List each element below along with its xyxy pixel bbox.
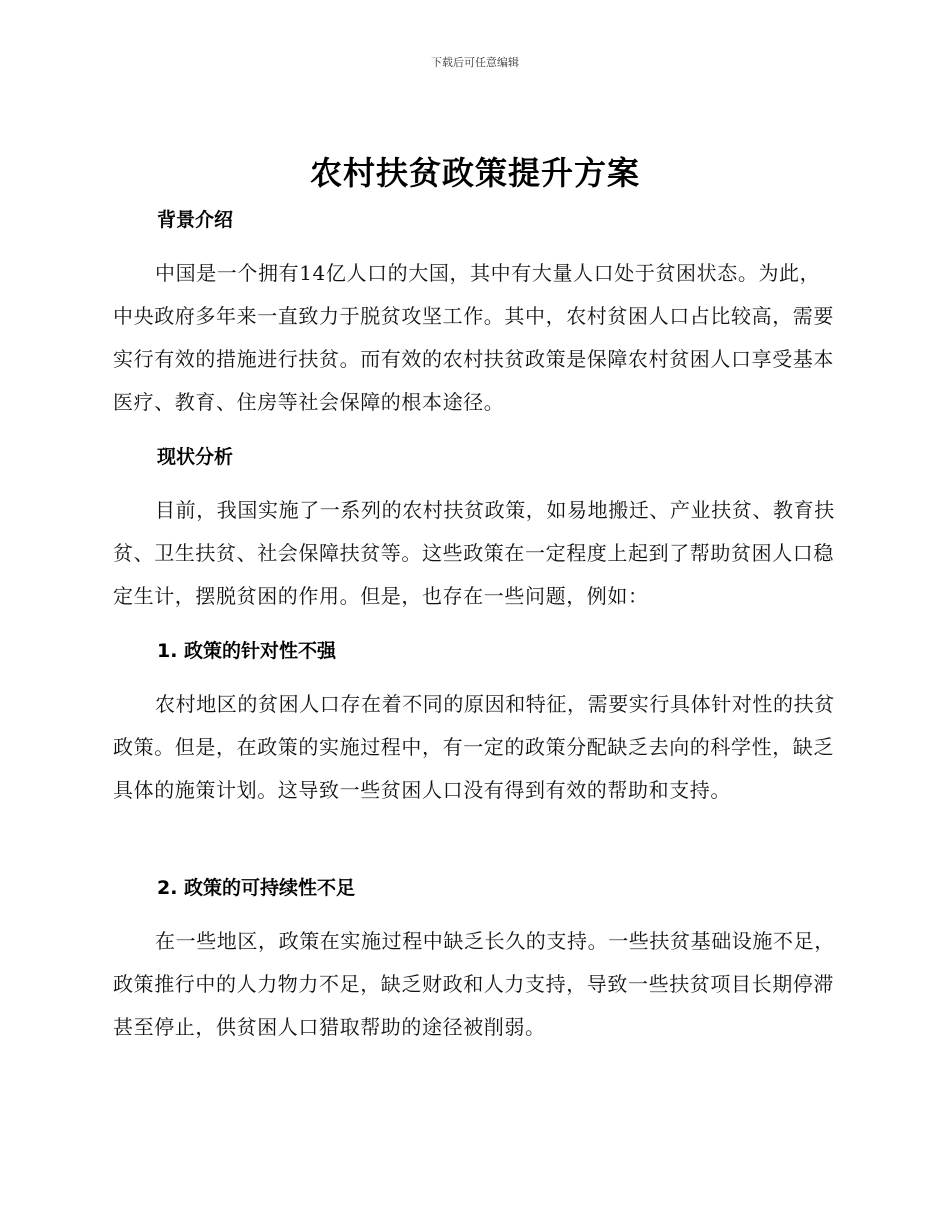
section-heading-issue-2: 2. 政策的可持续性不足 <box>157 877 356 899</box>
section-body-background: 中国是一个拥有14亿人口的大国，其中有大量人口处于贫困状态。为此，中央政府多年来一直致力于脱贫攻坚工作。其中，农村贫困人口占比较高，需要实行有效的措施进行扶贫。而有效的农村扶贫政策是保障农村贫困人口享受基本医疗、教育、住房等社会保障的根本途径。 <box>113 261 834 414</box>
section-heading-status: 现状分析 <box>157 446 234 468</box>
section-heading-background: 背景介绍 <box>157 209 234 231</box>
page-header: 下载后可任意编辑 <box>431 56 519 69</box>
section-body-status: 目前，我国实施了一系列的农村扶贫政策，如易地搬迁、产业扶贫、教育扶贫、卫生扶贫、社会保障扶贫等。这些政策在一定程度上起到了帮助贫困人口稳定生计，摆脱贫困的作用。但是，也存在一些问题，例如： <box>113 498 835 608</box>
section-body-issue-1: 农村地区的贫困人口存在着不同的原因和特征，需要实行具体针对性的扶贫政策。但是，在政策的实施过程中，有一定的政策分配缺乏去向的科学性，缺乏具体的施策计划。这导致一些贫困人口没有得到有效的帮助和支持。 <box>113 692 835 802</box>
section-body-issue-2: 在一些地区，政策在实施过程中缺乏长久的支持。一些扶贫基础设施不足，政策推行中的人力物力不足，缺乏财政和人力支持，导致一些扶贫项目长期停滞甚至停止，供贫困人口猎取帮助的途径被削弱。 <box>113 929 835 1039</box>
section-heading-issue-1: 1. 政策的针对性不强 <box>157 640 337 662</box>
document-title: 农村扶贫政策提升方案 <box>309 154 640 192</box>
